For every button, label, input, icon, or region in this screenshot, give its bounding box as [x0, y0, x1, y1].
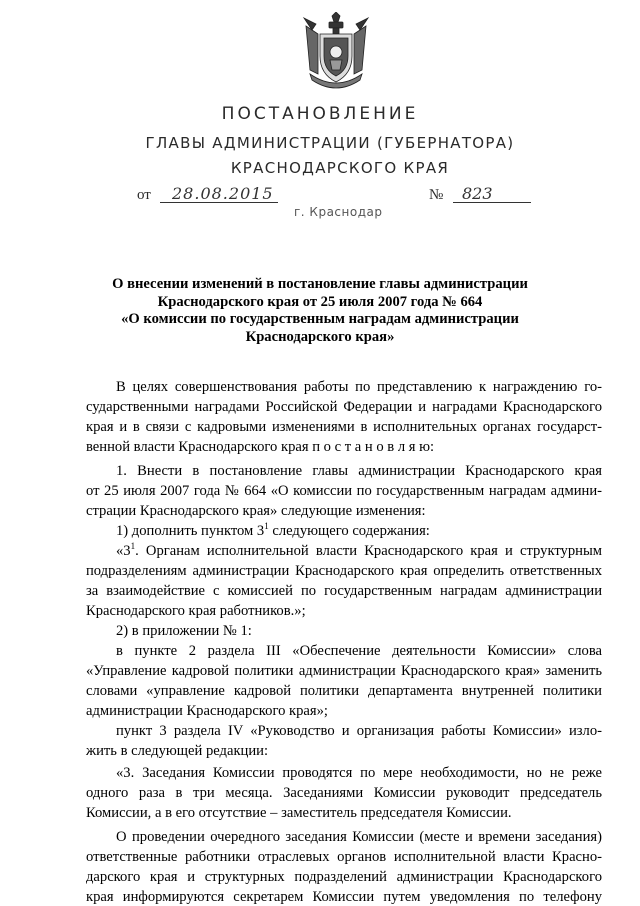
superscript: 1	[130, 541, 136, 551]
body-line: страции Краснодарского края» следующие изменения:	[86, 503, 426, 519]
body-line: в пункте 2 раздела III «Обеспечение деятельности Комиссии» слова	[116, 643, 602, 659]
body-line: дарского края и структурных подразделений администрации Краснодарского	[86, 869, 602, 885]
number-prefix: №	[429, 187, 444, 203]
document-type-heading: ПОСТАНОВЛЕНИЕ	[221, 104, 419, 124]
body-text: 1) дополнить пунктом 3	[116, 523, 265, 539]
body-line: края информируются секретарем Комиссии путем уведомления по телефону	[86, 889, 602, 905]
city-label: г. Краснодар	[294, 205, 383, 219]
body-line: «Управление кадровой политики администрации Краснодарского края» заменить	[86, 663, 602, 679]
body-line: одного раза в три месяца. Заседаниями Комиссии руководит председатель	[86, 785, 602, 801]
body-line: 1. Внести в постановление главы администрации Краснодарского края	[116, 463, 602, 479]
body-line: администрации Краснодарского края»;	[86, 703, 328, 719]
body-line: за взаимодействие с комиссией по государственным наградам администрации	[86, 583, 602, 599]
title-line: О внесении изменений в постановление главы администрации	[112, 276, 528, 292]
body-line: Комиссии, а в его отсутствие – заместитель председателя Комиссии.	[86, 805, 512, 821]
body-text: следующего содержания:	[268, 523, 430, 539]
superscript: 1	[264, 521, 269, 531]
krasnodar-coat-of-arms-icon	[302, 12, 370, 94]
body-line: от 25 июля 2007 года № 664 «О комиссии по государственным наградам админи-	[86, 483, 602, 499]
document-number: 823	[462, 184, 493, 203]
date-prefix: от	[137, 187, 151, 203]
body-line: В целях совершенствования работы по представлению к награждению го-	[116, 379, 602, 395]
body-line: пункт 3 раздела IV «Руководство и организация работы Комиссии» излo-	[116, 723, 602, 739]
body-line: края и в связи с кадровыми изменениями в исполнительных органах государст-	[86, 419, 602, 435]
body-line: подразделениям администрации Краснодарского края определить ответственных	[86, 563, 602, 579]
body-text: . Органам исполнительной власти Краснодарского края и структурным	[135, 543, 602, 559]
body-line: словами «управление кадровой политики департамента внутренней политики	[86, 683, 602, 699]
body-line: Краснодарского края работников.»;	[86, 603, 306, 619]
body-text: «3	[116, 543, 131, 559]
title-line: Краснодарского края от 25 июля 2007 года № 664	[157, 293, 483, 310]
body-line: 2) в приложении № 1:	[116, 623, 252, 639]
document-title	[100, 276, 540, 346]
body-line: ответственные работники отраслевых органов исполнительной власти Красно-	[86, 849, 602, 865]
document-date: 28.08.2015	[172, 184, 274, 203]
body-line: О проведении очередного заседания Комиссии (месте и времени заседания)	[116, 829, 602, 845]
body-line	[86, 522, 602, 540]
body-line: «3. Заседания Комиссии проводятся по мере необходимости, но не реже	[116, 765, 602, 781]
title-line: «О комиссии по государственным наградам администрации	[121, 311, 519, 327]
body-line: сударственными наградами Российской Федерации и наградами Краснодарского	[86, 399, 602, 415]
title-line: Краснодарского края»	[245, 328, 395, 345]
body-line: венной власти Краснодарского края п о с т а н о в л я ю:	[86, 439, 435, 455]
body-line: жить в следующей редакции:	[86, 743, 269, 759]
issuer-heading: ГЛАВЫ АДМИНИСТРАЦИИ (ГУБЕРНАТОРА)	[145, 134, 515, 152]
body-line	[86, 542, 602, 560]
region-heading: КРАСНОДАРСКОГО КРАЯ	[230, 159, 450, 177]
